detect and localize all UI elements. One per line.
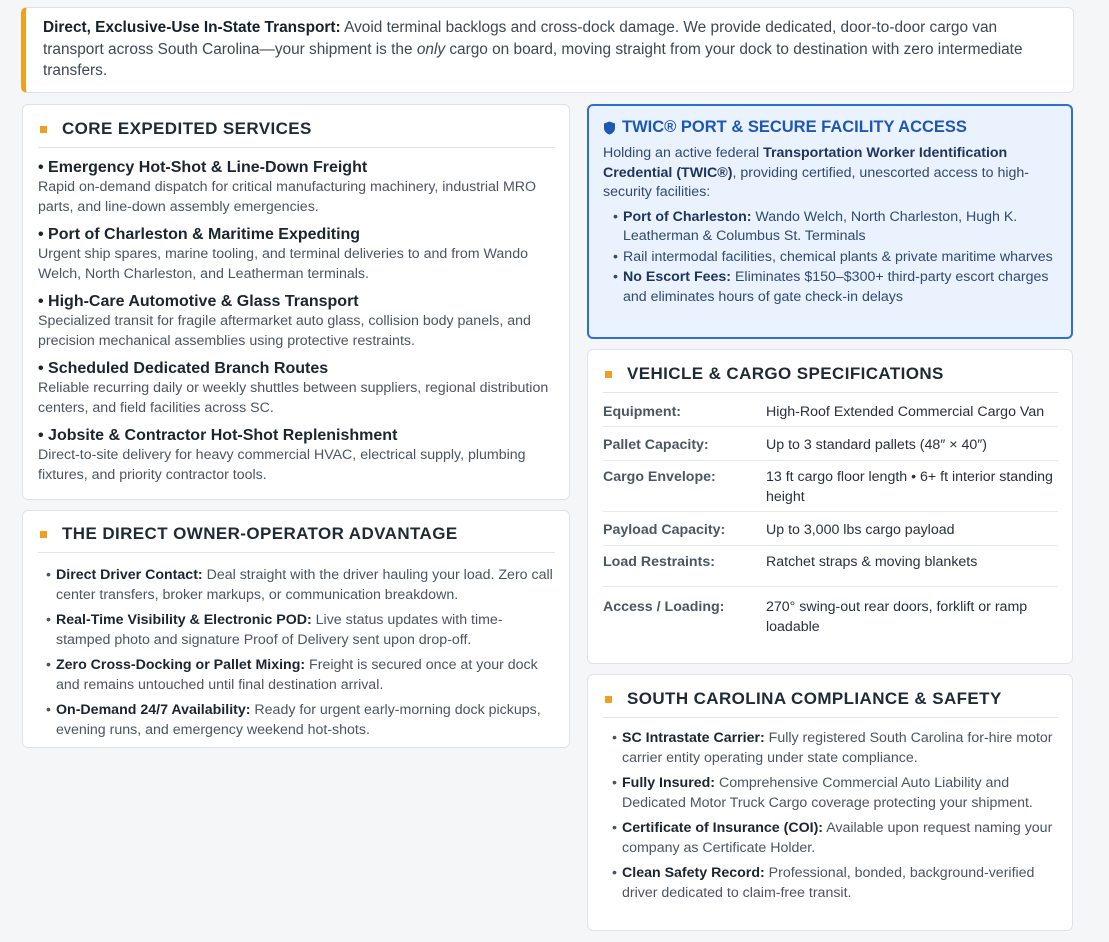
item-text: Wando Welch, North Charleston, Hugh K. Leatherman & Columbus St. Terminals [623,208,1018,244]
spec-value: Ratchet straps & moving blankets [766,554,978,570]
spec-row [603,512,1058,546]
item-label: Direct Driver Contact: [56,567,203,583]
list-item [46,610,555,650]
item-label: Certificate of Insurance (COI): [622,820,824,836]
service-description: Urgent ship spares, marine tooling, and terminal deliveries to and from Wando Welch, North Charleston, and Leatherman terminals. [38,246,528,282]
list-item [46,565,555,605]
list-item [612,818,1058,858]
twic-card [587,104,1073,339]
intro-banner [21,7,1074,93]
service-title: • Scheduled Dedicated Branch Routes [38,360,329,377]
intro-heading: Direct, Exclusive-Use In-State Transport: [43,19,341,36]
service-description: Rapid on-demand dispatch for critical manufacturing machinery, industrial MRO parts, and line-down assembly emergencies. [38,179,537,215]
spec-row [603,587,1058,638]
item-text: Available upon request naming your company as Certificate Holder. [622,820,1053,856]
advantage-list [38,565,555,740]
twic-list [603,208,1055,308]
spec-value: 13 ft cargo floor length • 6+ ft interior standing height [766,469,1053,505]
item-label: No Escort Fees: [623,269,732,285]
item-label: Zero Cross-Docking or Pallet Mixing: [56,657,306,673]
spec-label: Cargo Envelope: [603,469,716,485]
spec-value: Up to 3 standard pallets (48″ × 40″) [766,437,988,453]
intro-text-1: Avoid terminal backlogs and cross-dock damage. We provide dedicated, door-to-door cargo van transport across South Carolina—your shipment is the [43,19,998,58]
item-text: Comprehensive Commercial Auto Liability and Dedicated Motor Truck Cargo coverage protecting your shipment. [622,775,1033,811]
spec-row [603,402,1058,427]
list-item [612,863,1058,903]
list-item [46,655,555,695]
item-text: Professional, bonded, background-verified driver dedicated to claim-free transit. [622,865,1035,901]
section-square-icon [605,696,612,703]
item-label: Clean Safety Record: [622,865,765,881]
spec-label: Pallet Capacity: [603,437,709,453]
service-title: • Emergency Hot-Shot & Line-Down Freight [38,159,368,176]
item-label: Fully Insured: [622,775,716,791]
item-text: Ready for urgent early-morning dock pickups, evening runs, and emergency weekend hot-shots. [56,702,541,738]
list-item [46,700,555,740]
list-item [613,268,1055,307]
specs-table [603,402,1058,637]
spec-row [603,427,1058,461]
section-square-icon [605,371,612,378]
section-square-icon [40,531,47,538]
item-text: Fully registered South Carolina for-hire motor carrier entity operating under state compliance. [622,730,1053,766]
service-title: • Jobsite & Contractor Hot-Shot Replenishment [38,427,398,444]
item-text: Deal straight with the driver hauling your load. Zero call center transfers, broker markups, or communication breakdown. [56,567,553,603]
service-title: • Port of Charleston & Maritime Expediting [38,226,361,243]
service-description: Direct-to-site delivery for heavy commercial HVAC, electrical supply, plumbing fixtures, and priority contractor tools. [38,447,526,483]
item-text: Rail intermodal facilities, chemical plants & private maritime wharves [623,248,1053,265]
item-label: Port of Charleston: [623,208,752,225]
intro-emphasis: only [416,40,446,58]
specs-card [587,349,1073,664]
spec-value: 270° swing-out rear doors, forklift or ramp loadable [766,599,1028,635]
list-item [612,773,1058,813]
list-item [613,248,1055,268]
spec-label: Load Restraints: [603,554,715,570]
advantage-card [22,510,570,748]
compliance-title: SOUTH CAROLINA COMPLIANCE & SAFETY [603,689,1058,718]
service-description: Reliable recurring daily or weekly shuttles between suppliers, regional distribution centers, and field facilities across SC. [38,380,549,416]
list-item [612,728,1058,768]
spec-label: Access / Loading: [603,599,725,615]
item-text: Eliminates $150–$300+ third-party escort charges and eliminates hours of gate check-in delays [623,269,1049,305]
spec-label: Equipment: [603,404,682,420]
spec-row [603,546,1058,587]
spec-value: High-Roof Extended Commercial Cargo Van [766,404,1045,420]
section-square-icon [40,126,47,133]
twic-title: TWIC® PORT & SECURE FACILITY ACCESS [603,118,1055,137]
item-label: SC Intrastate Carrier: [622,730,765,746]
shield-icon [603,121,616,135]
spec-label: Payload Capacity: [603,522,726,538]
intro-text-2: cargo on board, moving straight from your dock to destination with zero intermediate transfers. [43,40,1023,79]
list-item [613,208,1055,247]
item-text: Freight is secured once at your dock and remains untouched until final destination arrival. [56,657,538,693]
service-description: Specialized transit for fragile aftermarket auto glass, collision body panels, and precision mechanical assemblies using protective restraints. [38,313,531,349]
spec-row [603,461,1058,512]
compliance-list [603,728,1058,903]
core-services-title: CORE EXPEDITED SERVICES [38,119,555,148]
service-title: • High-Care Automotive & Glass Transport [38,293,359,310]
twic-intro: Holding an active federal Transportation Worker Identification Credential (TWIC®), providing certified, unescorted access to high-security facilities: [603,145,1029,200]
item-label: Real-Time Visibility & Electronic POD: [56,612,312,628]
spec-value: Up to 3,000 lbs cargo payload [766,522,955,538]
specs-title: VEHICLE & CARGO SPECIFICATIONS [603,364,1058,393]
compliance-card [587,674,1073,931]
advantage-title: THE DIRECT OWNER-OPERATOR ADVANTAGE [38,524,555,553]
item-label: On-Demand 24/7 Availability: [56,702,251,718]
core-services-list [38,157,555,485]
item-text: Live status updates with time-stamped photo and signature Proof of Delivery sent upon drop-off. [56,612,503,648]
core-services-card [22,104,570,500]
